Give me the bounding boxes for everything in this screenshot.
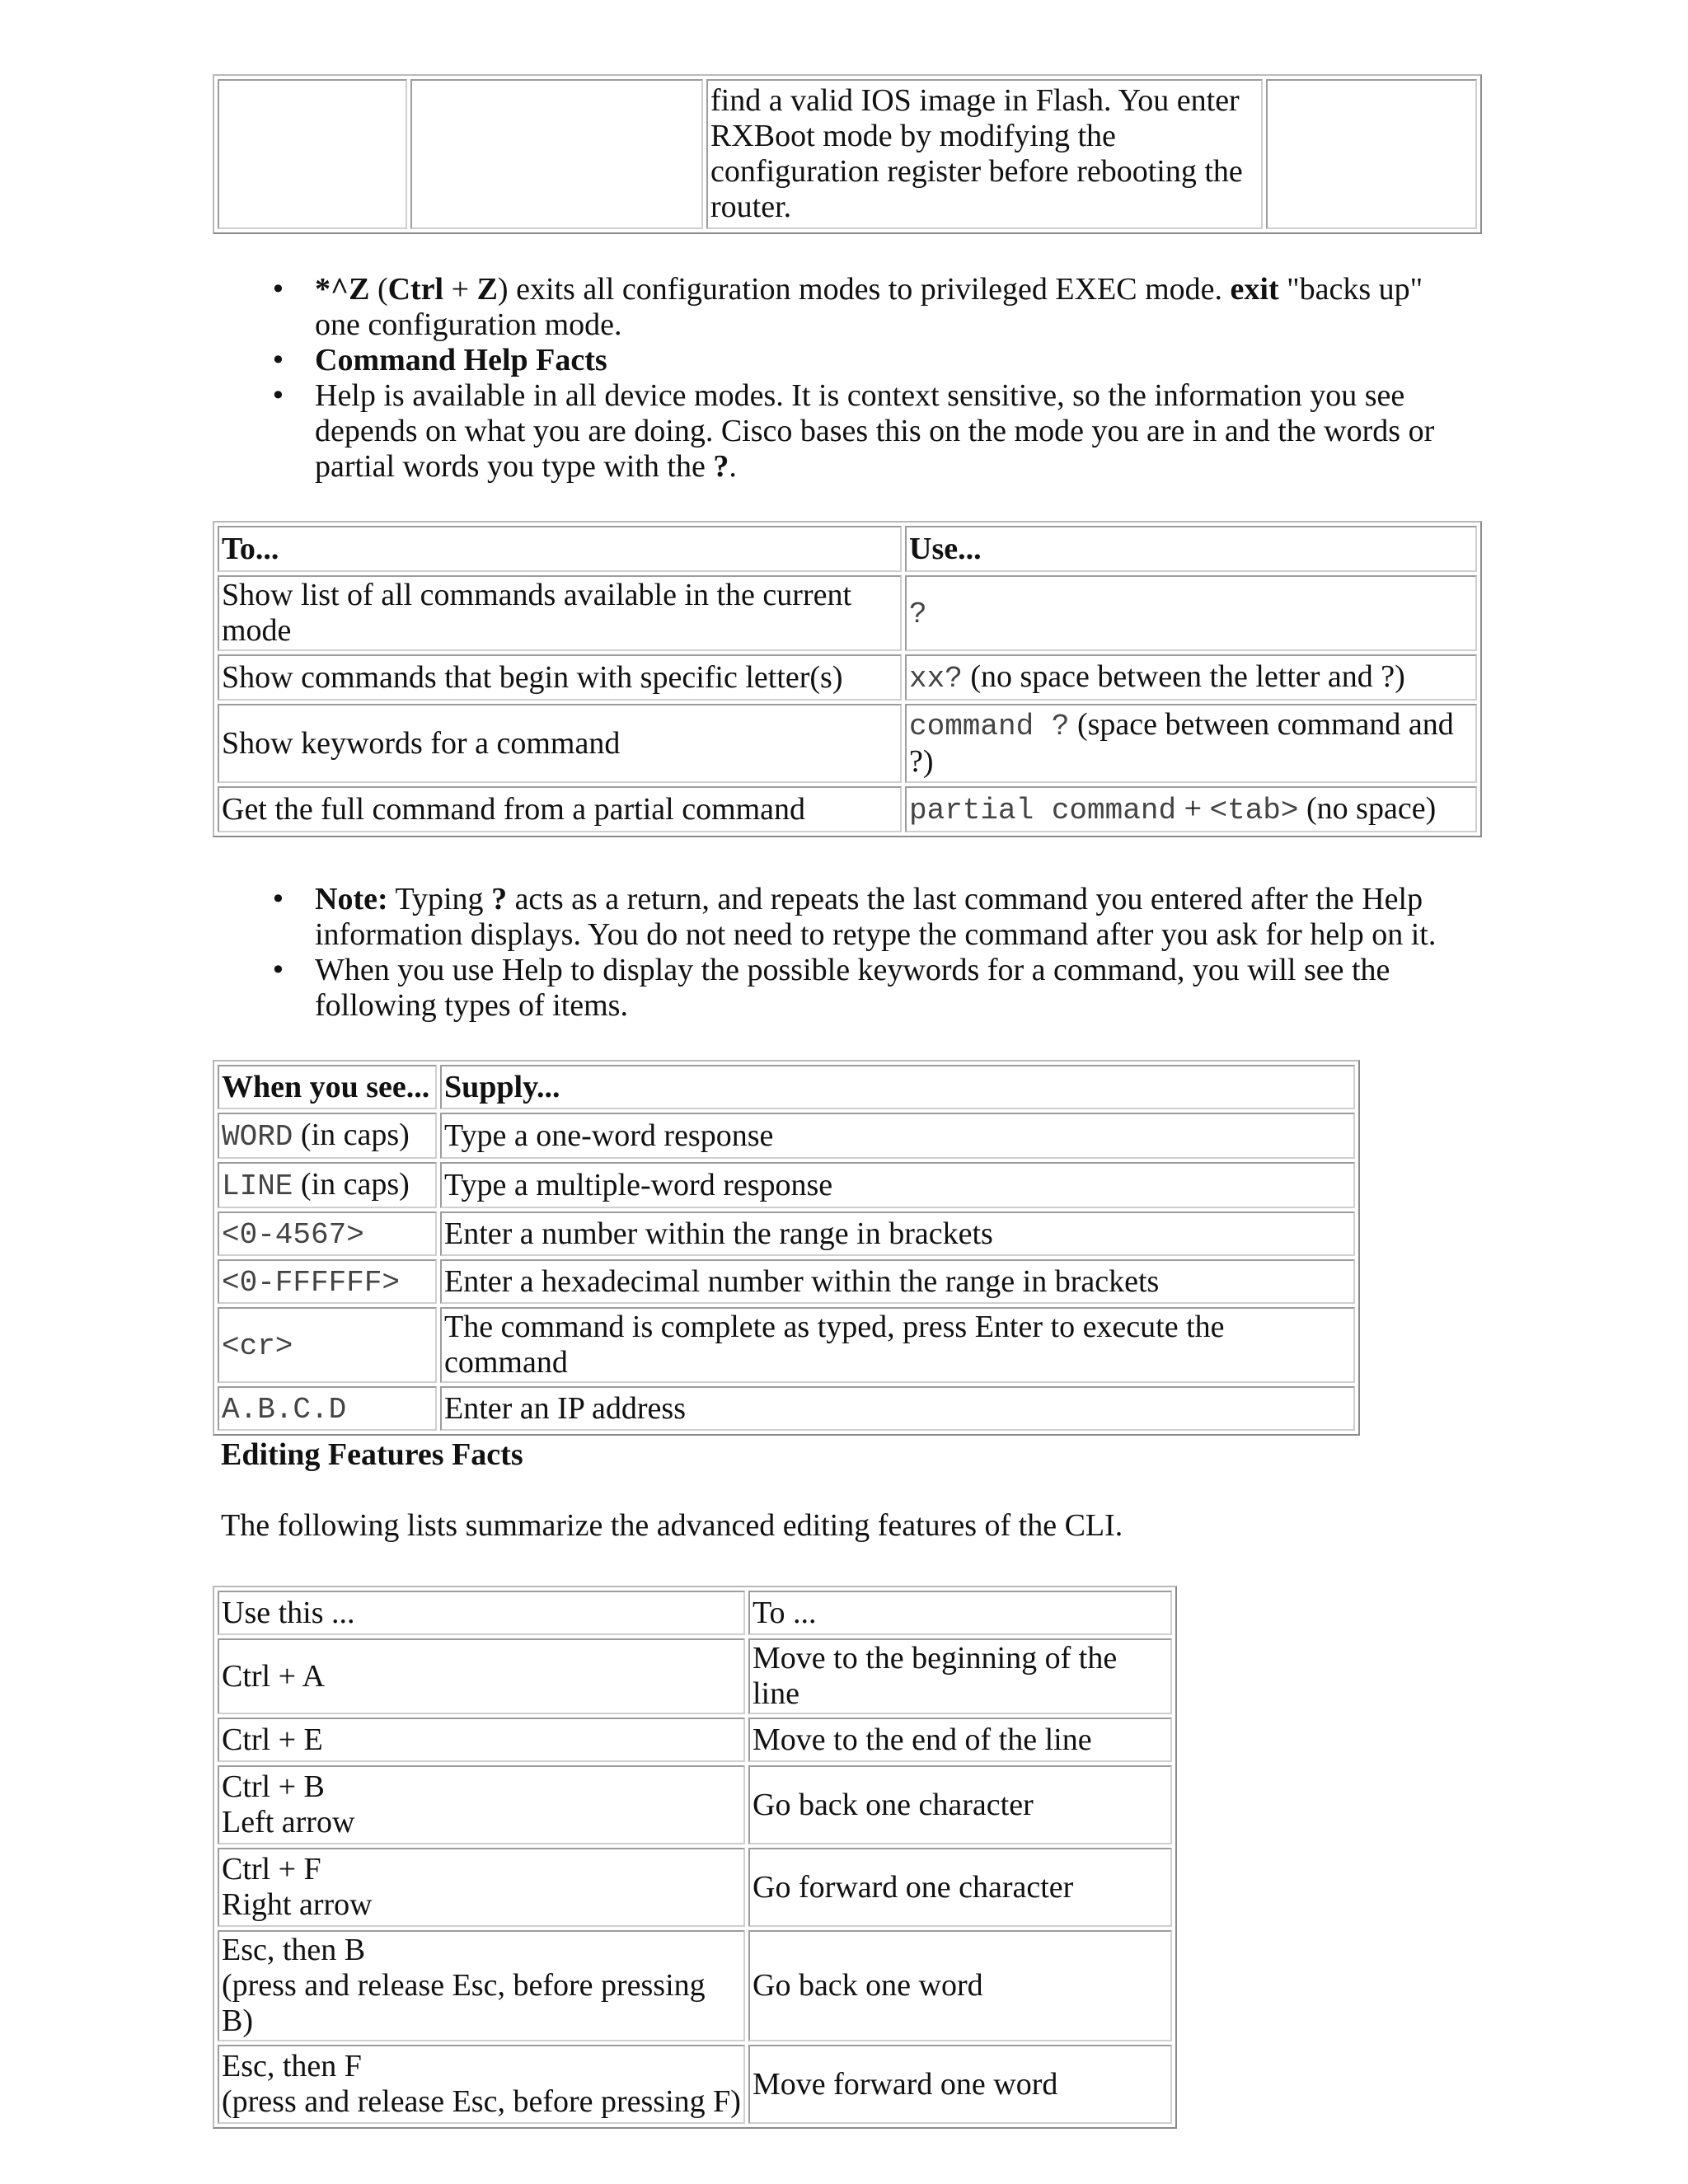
table-cell: xx? (no space between the letter and ?) [905, 654, 1477, 701]
section-heading: Command Help Facts [315, 343, 607, 377]
table-header-row [218, 1065, 1355, 1109]
column-header: Use... [905, 526, 1477, 572]
list-item [213, 343, 1465, 378]
table-row [218, 654, 1477, 701]
table-cell: Go forward one character [748, 1848, 1172, 1927]
table-row [218, 786, 1477, 832]
table-row [218, 1930, 1172, 2041]
table-row [218, 1848, 1172, 1927]
table-cell: Show list of all commands available in the current mode [218, 575, 902, 651]
table-cell: Move to the end of the line [748, 1718, 1172, 1762]
table-cell: LINE (in caps) [218, 1162, 437, 1208]
table-cell: <cr> [218, 1307, 437, 1383]
list-item: • *^Z (Ctrl + Z) exits all configuration modes to privileged EXEC mode. exit "backs up" one configuration mode. [213, 272, 1465, 343]
table-cell-empty [1266, 79, 1477, 229]
table-row [218, 1113, 1355, 1159]
table-row [218, 79, 1477, 229]
table-cell: Ctrl + E [218, 1718, 745, 1762]
section-heading: Editing Features Facts [221, 1437, 523, 1472]
command-help-table [213, 521, 1482, 837]
table-row [218, 1259, 1355, 1304]
list-item: • Help is available in all device modes. It is context sensitive, so the information you see depends on what you are doing. Cisco bases this on the mode you are in and the words or partial words you type with the ?. [213, 378, 1465, 485]
bullet-list-help-intro [213, 272, 1465, 485]
table-cell-empty [218, 79, 407, 229]
table-cell: partial command + <tab> (no space) [905, 786, 1477, 832]
table-cell: Get the full command from a partial command [218, 786, 902, 832]
table-cell: ? [905, 575, 1477, 651]
modes-table-fragment [213, 74, 1482, 234]
table-row [218, 1718, 1172, 1762]
table-cell: Esc, then F (press and release Esc, before pressing F) [218, 2045, 745, 2124]
table-cell-empty [410, 79, 703, 229]
intro-paragraph: The following lists summarize the advanced editing features of the CLI. [221, 1508, 1123, 1543]
table-cell: A.B.C.D [218, 1386, 437, 1431]
table-row [218, 1212, 1355, 1256]
table-cell: Ctrl + A [218, 1638, 745, 1714]
table-cell: WORD (in caps) [218, 1113, 437, 1159]
table-row [218, 2045, 1172, 2124]
table-cell: The command is complete as typed, press Enter to execute the command [440, 1307, 1355, 1383]
list-item: • When you use Help to display the possible keywords for a command, you will see the following types of items. [213, 953, 1465, 1024]
table-row [218, 575, 1477, 651]
table-row [218, 1386, 1355, 1431]
table-cell: <0-4567> [218, 1212, 437, 1256]
table-header-row [218, 526, 1477, 572]
table-cell: Show keywords for a command [218, 704, 902, 783]
column-header: Use this ... [218, 1591, 745, 1635]
table-cell: command ? (space between command and ?) [905, 704, 1477, 783]
list-item: • Note: Typing ? acts as a return, and repeats the last command you entered after the Help information displays. You do not need to retype the command after you ask for help on it. [213, 882, 1465, 953]
table-row [218, 1162, 1355, 1208]
table-cell: Type a multiple-word response [440, 1162, 1355, 1208]
editing-features-table [213, 1586, 1177, 2129]
table-cell: Ctrl + F Right arrow [218, 1848, 745, 1927]
table-cell: Ctrl + B Left arrow [218, 1765, 745, 1844]
column-header: Supply... [440, 1065, 1355, 1109]
table-cell: <0-FFFFFF> [218, 1259, 437, 1304]
table-row [218, 1638, 1172, 1714]
table-cell: Type a one-word response [440, 1113, 1355, 1159]
table-cell-description: find a valid IOS image in Flash. You enter RXBoot mode by modifying the configuration register before rebooting the router. [706, 79, 1263, 229]
table-cell: Enter a number within the range in brackets [440, 1212, 1355, 1256]
keyword-types-table [213, 1060, 1360, 1436]
column-header: To... [218, 526, 902, 572]
table-cell: Enter an IP address [440, 1386, 1355, 1431]
table-header-row [218, 1591, 1172, 1635]
table-cell: Enter a hexadecimal number within the range in brackets [440, 1259, 1355, 1304]
bullet-list-help-notes [213, 882, 1465, 1024]
table-cell: Go back one word [748, 1930, 1172, 2041]
table-cell: Esc, then B (press and release Esc, before pressing B) [218, 1930, 745, 2041]
table-cell: Move forward one word [748, 2045, 1172, 2124]
table-cell: Move to the beginning of the line [748, 1638, 1172, 1714]
table-cell: Go back one character [748, 1765, 1172, 1844]
table-row [218, 1307, 1355, 1383]
table-cell: Show commands that begin with specific letter(s) [218, 654, 902, 701]
table-row [218, 1765, 1172, 1844]
table-row [218, 704, 1477, 783]
column-header: To ... [748, 1591, 1172, 1635]
column-header: When you see... [218, 1065, 437, 1109]
